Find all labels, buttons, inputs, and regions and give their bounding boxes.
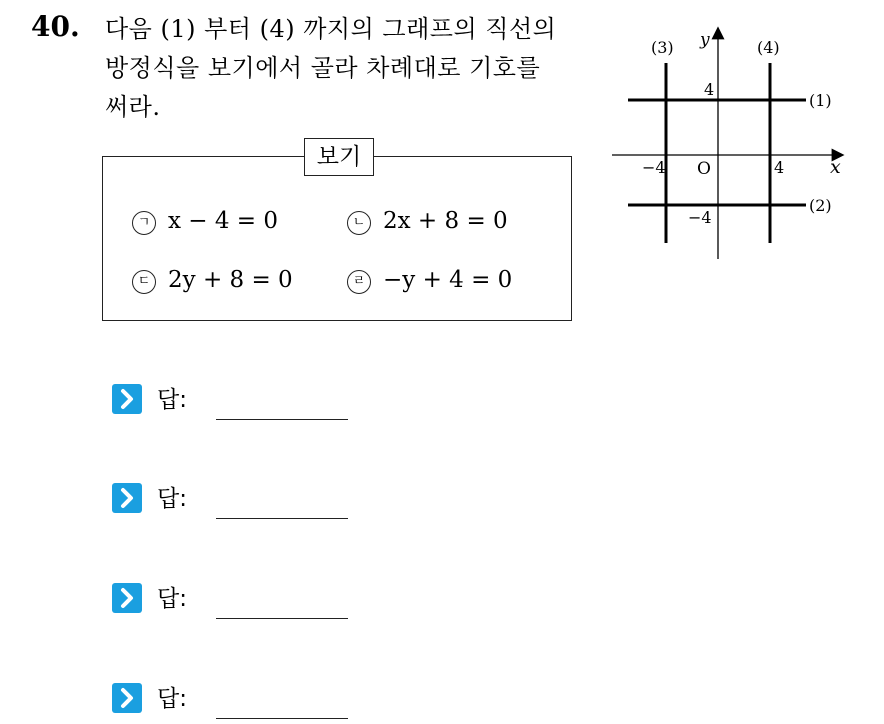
question-line-3: 써라.: [105, 93, 161, 121]
answer-blank[interactable]: [216, 618, 348, 619]
answer-blank[interactable]: [216, 419, 348, 420]
choice-equation: −y + 4 = 0: [383, 267, 513, 293]
question-line-2: 방정식을 보기에서 골라 차례대로 기호를: [105, 54, 541, 82]
answer-blank[interactable]: [216, 518, 348, 519]
answer-label: 답:: [157, 586, 187, 612]
tick-y-neg4: −4: [688, 208, 712, 227]
choice-equation: x − 4 = 0: [168, 208, 279, 234]
choice-marker: ㄴ: [347, 211, 371, 235]
choice-equation: 2x + 8 = 0: [383, 208, 508, 234]
answer-blank[interactable]: [216, 718, 348, 719]
y-axis-label: y: [700, 30, 710, 50]
tick-y-4: 4: [704, 80, 715, 99]
line-label-1: (1): [809, 91, 832, 110]
chevron-right-icon: [112, 583, 142, 613]
question-line-1: 다음 (1) 부터 (4) 까지의 그래프의 직선의: [105, 15, 557, 43]
line-label-2: (2): [809, 196, 832, 215]
tick-x-neg4: −4: [642, 158, 666, 177]
chevron-right-icon: [112, 483, 142, 513]
answer-label: 답:: [157, 686, 187, 712]
answer-label: 답:: [157, 387, 187, 413]
question-text: [105, 10, 595, 127]
chevron-right-icon: [112, 683, 142, 713]
choices-box: [102, 156, 572, 321]
choices-title: 보기: [304, 138, 374, 176]
line-label-3: (3): [651, 38, 674, 57]
choice-marker: ㄹ: [347, 270, 371, 294]
choice-marker: ㄱ: [132, 211, 156, 235]
choice-equation: 2y + 8 = 0: [168, 267, 293, 293]
choice-marker: ㄷ: [132, 270, 156, 294]
choice-3: [132, 267, 293, 294]
choice-4: [347, 267, 512, 294]
choice-2: [347, 208, 508, 235]
choice-1: [132, 208, 278, 235]
tick-x-4: 4: [774, 158, 785, 177]
chevron-right-icon: [112, 384, 142, 414]
line-label-4: (4): [757, 38, 780, 57]
answer-label: 답:: [157, 486, 187, 512]
line-graph: [606, 25, 856, 265]
origin-label: O: [697, 159, 711, 179]
x-axis-label: x: [830, 156, 841, 178]
question-number: 40.: [31, 10, 80, 43]
